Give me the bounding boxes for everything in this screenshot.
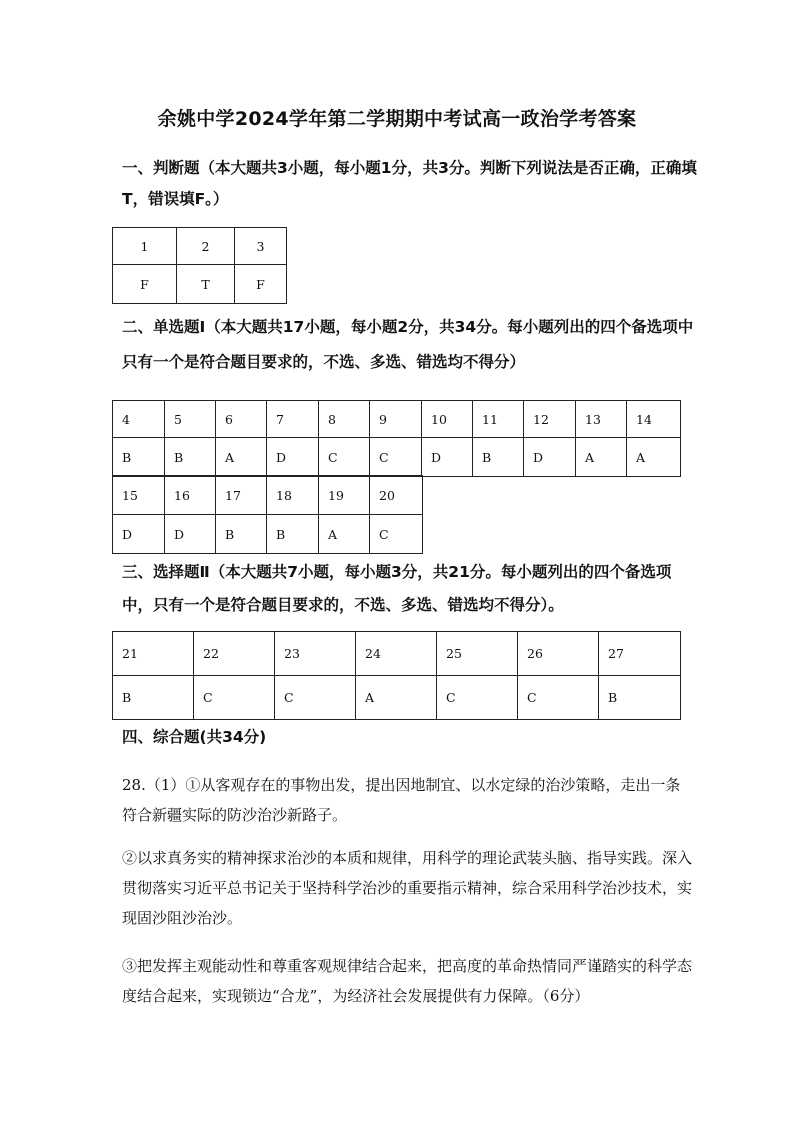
question-number: 27 <box>599 632 681 676</box>
answer-paragraph-3: ③把发挥主观能动性和尊重客观规律结合起来，把高度的革命热情同严谨踏实的科学态度结合起来，实现锁边“合龙”，为经济社会发展提供有力保障。（6分） <box>122 957 693 1005</box>
question-number: 10 <box>422 401 473 438</box>
table-row <box>113 476 423 515</box>
answer-cell: C <box>370 515 423 554</box>
answer-cell: B <box>113 676 194 720</box>
answer-cell: B <box>165 438 216 477</box>
answer-cell: B <box>267 515 319 554</box>
judgment-table <box>112 227 287 304</box>
table-row <box>113 265 287 304</box>
answer-cell: A <box>576 438 627 477</box>
question-number: 13 <box>576 401 627 438</box>
answer-cell: F <box>235 265 287 304</box>
single-choice-table-2 <box>112 475 423 554</box>
table-row <box>113 676 681 720</box>
answer-cell: B <box>599 676 681 720</box>
answer-cell: C <box>370 438 422 477</box>
question-number: 17 <box>216 476 267 515</box>
question-number: 16 <box>165 476 216 515</box>
section-4-heading: 四、综合题(共34分) <box>122 728 267 746</box>
answer-cell: T <box>177 265 235 304</box>
answer-cell: C <box>518 676 599 720</box>
answer-cell: D <box>422 438 473 477</box>
question-number: 26 <box>518 632 599 676</box>
answer-cell: B <box>473 438 524 477</box>
section-2-heading: 二、单选题Ⅰ（本大题共17小题，每小题2分，共34分。每小题列出的四个备选项中只有一个是符合题目要求的，不选、多选、错选均不得分） <box>122 318 694 371</box>
answer-cell: C <box>275 676 356 720</box>
answer-cell: C <box>437 676 518 720</box>
question-number: 1 <box>113 228 177 265</box>
answer-cell: D <box>165 515 216 554</box>
question-number: 25 <box>437 632 518 676</box>
answer-cell: F <box>113 265 177 304</box>
table-row <box>113 228 287 265</box>
table-row <box>113 515 423 554</box>
answer-paragraph-2: ②以求真务实的精神探求治沙的本质和规律，用科学的理论武装头脑、指导实践。深入贯彻落实习近平总书记关于坚持科学治沙的重要指示精神，综合采用科学治沙技术，实现固沙阻沙治沙。 <box>122 849 693 927</box>
question-number: 14 <box>627 401 681 438</box>
table-row <box>113 632 681 676</box>
question-number: 24 <box>356 632 437 676</box>
answer-cell: A <box>356 676 437 720</box>
question-number: 7 <box>267 401 319 438</box>
answer-cell: A <box>319 515 370 554</box>
choice-table-3 <box>112 631 681 720</box>
answer-cell: C <box>194 676 275 720</box>
section-1-heading: 一、判断题（本大题共3小题，每小题1分，共3分。判断下列说法是否正确，正确填T，错误填F。） <box>122 159 697 208</box>
question-number: 5 <box>165 401 216 438</box>
question-number: 15 <box>113 476 165 515</box>
question-number: 18 <box>267 476 319 515</box>
question-number: 6 <box>216 401 267 438</box>
question-number: 21 <box>113 632 194 676</box>
question-number: 11 <box>473 401 524 438</box>
answer-cell: D <box>524 438 576 477</box>
answer-cell: D <box>267 438 319 477</box>
answer-cell: D <box>113 515 165 554</box>
answer-cell: B <box>216 515 267 554</box>
question-number: 9 <box>370 401 422 438</box>
answer-cell: C <box>319 438 370 477</box>
answer-paragraph-1: 28.（1）①从客观存在的事物出发，提出因地制宜、以水定绿的治沙策略，走出一条符合新疆实际的防沙治沙新路子。 <box>122 776 681 824</box>
question-number: 23 <box>275 632 356 676</box>
question-number: 3 <box>235 228 287 265</box>
page-title: 余姚中学2024学年第二学期期中考试高一政治学考答案 <box>157 108 637 130</box>
question-number: 20 <box>370 476 423 515</box>
answer-cell: A <box>627 438 681 477</box>
table-row <box>113 438 681 477</box>
question-number: 4 <box>113 401 165 438</box>
single-choice-table-1 <box>112 400 681 477</box>
question-number: 2 <box>177 228 235 265</box>
question-number: 8 <box>319 401 370 438</box>
answer-cell: B <box>113 438 165 477</box>
table-row <box>113 401 681 438</box>
section-3-heading: 三、选择题Ⅱ（本大题共7小题，每小题3分，共21分。每小题列出的四个备选项中，只有一个是符合题目要求的，不选、多选、错选均不得分）。 <box>122 563 672 614</box>
question-number: 22 <box>194 632 275 676</box>
question-number: 12 <box>524 401 576 438</box>
question-number: 19 <box>319 476 370 515</box>
answer-cell: A <box>216 438 267 477</box>
